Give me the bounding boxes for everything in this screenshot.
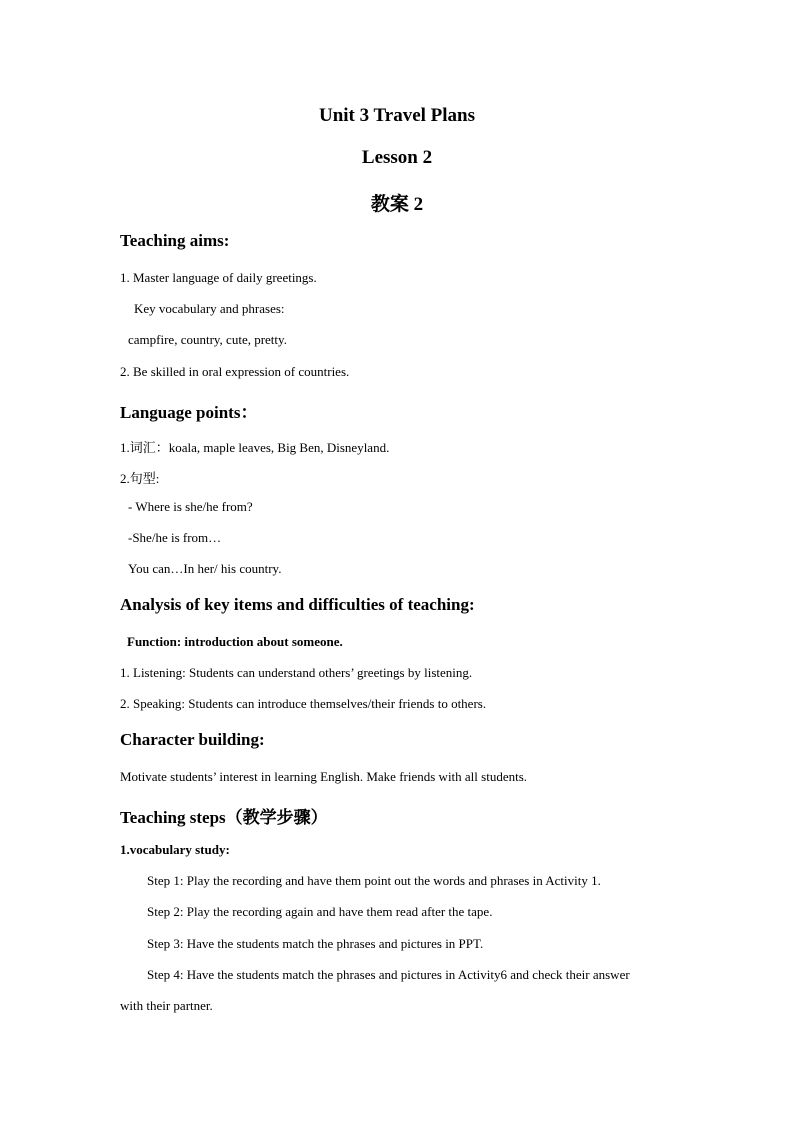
- analysis-item-2: 2. Speaking: Students can introduce themselves/their friends to others.: [120, 696, 487, 711]
- step-1: Step 1: Play the recording and have them point out the words and phrases in Activity 1.: [147, 873, 601, 888]
- aims-item-2: 2. Be skilled in oral expression of countries.: [120, 364, 350, 379]
- aims-vocab-list: campfire, country, cute, pretty.: [128, 332, 287, 347]
- language-sentence-2: -She/he is from…: [128, 530, 222, 545]
- character-text: Motivate students’ interest in learning English. Make friends with all students.: [120, 769, 528, 784]
- step-3: Step 3: Have the students match the phrases and pictures in PPT.: [147, 936, 484, 951]
- step-4-line-1: Step 4: Have the students match the phrases and pictures in Activity6 and check their answer: [147, 967, 630, 982]
- steps-section-1: 1.vocabulary study:: [120, 842, 230, 857]
- steps-heading: Teaching steps（教学步骤）: [120, 808, 328, 827]
- character-heading: Character building:: [120, 730, 265, 749]
- analysis-item-1: 1. Listening: Students can understand others’ greetings by listening.: [120, 665, 473, 680]
- step-2: Step 2: Play the recording again and have them read after the tape.: [147, 904, 493, 919]
- plan-label: 教案 2: [370, 194, 424, 215]
- aims-item-1: 1. Master language of daily greetings.: [120, 270, 317, 285]
- language-vocab: 1.词汇：koala, maple leaves, Big Ben, Disneyland.: [120, 440, 390, 455]
- language-sentence-3: You can…In her/ his country.: [128, 561, 282, 576]
- language-sentence-1: - Where is she/he from?: [128, 499, 253, 514]
- language-points-heading: Language points：: [120, 403, 258, 422]
- document-title: Unit 3 Travel Plans: [318, 105, 476, 126]
- analysis-heading: Analysis of key items and difficulties of teaching:: [120, 595, 475, 614]
- language-sentence-label: 2.句型:: [120, 471, 160, 486]
- aims-vocab-intro: Key vocabulary and phrases:: [134, 301, 285, 316]
- analysis-function: Function: introduction about someone.: [127, 634, 343, 649]
- lesson-title: Lesson 2: [361, 147, 433, 168]
- step-4-line-2: with their partner.: [120, 998, 213, 1013]
- teaching-aims-heading: Teaching aims:: [120, 231, 230, 250]
